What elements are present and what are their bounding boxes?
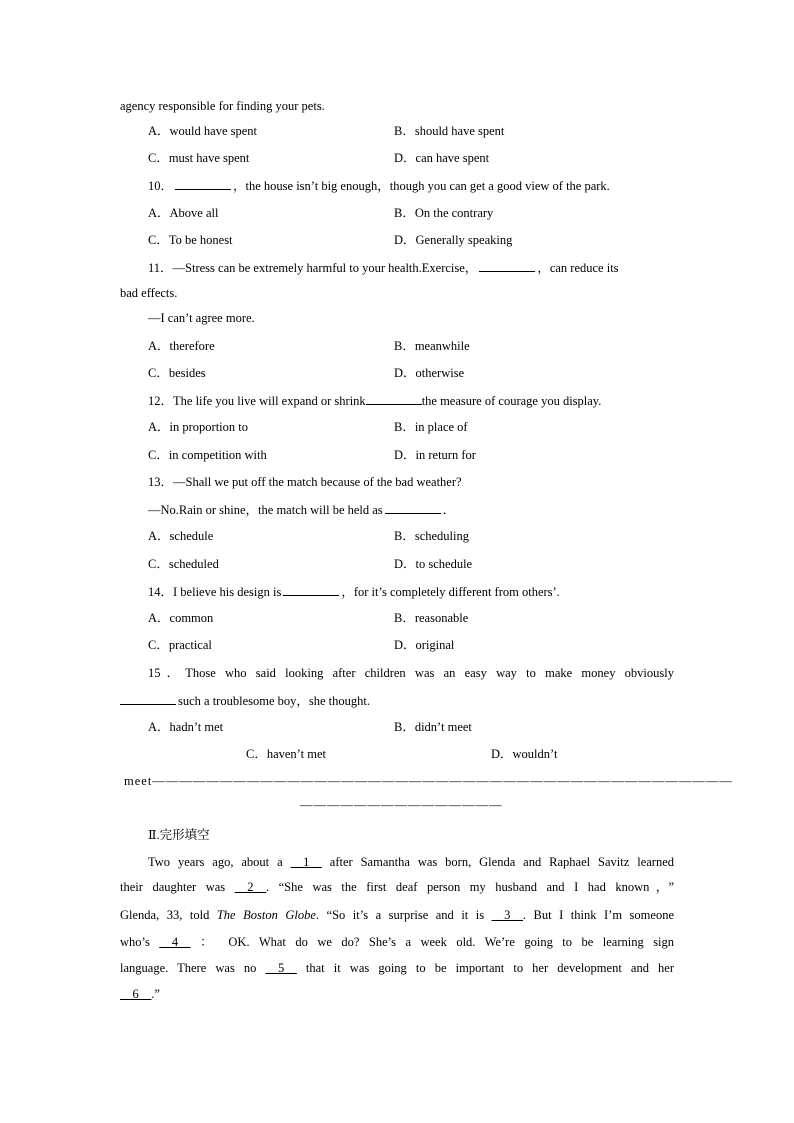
q13-option-c: C．scheduled	[148, 557, 219, 571]
passage-text: Glenda, 33, told	[120, 908, 210, 922]
q14-option-d: D．original	[394, 638, 455, 652]
q15-number: 15．	[148, 666, 186, 680]
cloze-blank-4: __4__	[159, 935, 191, 949]
q10-option-d: D．Generally speaking	[394, 233, 513, 247]
q11-reply: —I can’t agree more.	[148, 311, 255, 325]
section-title: Ⅱ.完形填空	[148, 828, 210, 842]
q11-option-d: D．otherwise	[394, 366, 465, 380]
cloze-blank-5: __5__	[265, 961, 297, 975]
q13-option-b: B．scheduling	[394, 529, 469, 543]
q14-option-a: A．common	[148, 611, 214, 625]
q13-text-2: ．	[442, 503, 456, 517]
q15-stem	[148, 665, 674, 681]
q11-text-1: —Stress can be extremely harmful to your health.Exercise，	[172, 261, 478, 275]
q15-option-c: C．haven’t met	[246, 747, 326, 761]
newspaper-title: The Boston Globe	[216, 908, 316, 922]
q9-option-b: B．should have spent	[394, 124, 505, 138]
q15-option-d-cont-line	[124, 773, 733, 789]
q11-number: 11．	[148, 261, 173, 275]
q14-number: 14．	[148, 585, 174, 599]
q13-text-1: —No.Rain or shine，the match will be held as	[148, 503, 383, 517]
cloze-blank-3: __3__	[491, 908, 523, 922]
q11-option-b: B．meanwhile	[394, 339, 470, 353]
passage-text: . “So it’s a surprise and it is	[315, 908, 485, 922]
q11-stem	[148, 259, 674, 276]
passage-text: .”	[151, 987, 160, 1001]
passage-text: . But I think I’m someone	[522, 908, 674, 922]
q12-text-1: The life you live will expand or shrink	[173, 394, 366, 408]
passage-line-4	[120, 934, 674, 950]
q15-option-b: B．didn’t meet	[394, 720, 472, 734]
q10-option-b: B．On the contrary	[394, 206, 494, 220]
passage-text: after Samantha was born, Glenda and Raphael Savitz learned	[329, 855, 675, 869]
q14-text-2: ，for it’s completely different from others’.	[341, 585, 560, 599]
passage-text: their daughter was	[120, 880, 226, 894]
q14-option-b: B．reasonable	[394, 611, 469, 625]
q14-stem	[148, 583, 560, 600]
passage-line-5	[120, 960, 674, 976]
q13-number: 13．	[148, 475, 174, 489]
q15-text-1: Those who said looking after children was an easy way to make money obviously	[185, 666, 674, 680]
q12-option-d: D．in return for	[394, 448, 476, 462]
answer-blank	[283, 583, 339, 596]
answer-blank	[479, 259, 535, 272]
q10-stem	[148, 177, 610, 194]
q9-continuation: agency responsible for finding your pets.	[120, 99, 325, 113]
q10-option-c: C．To be honest	[148, 233, 233, 247]
q9-option-a: A．would have spent	[148, 124, 258, 138]
q12-text-2: the measure of courage you display.	[421, 394, 602, 408]
q10-text: ，the house isn’t big enough，though you can get a good view of the park.	[233, 179, 610, 193]
q11-text-2: ，can reduce its	[537, 261, 619, 275]
answer-blank	[120, 692, 176, 705]
q14-option-c: C．practical	[148, 638, 212, 652]
cloze-blank-6: __6__	[120, 987, 152, 1001]
passage-line-3	[120, 907, 674, 923]
q13-question: —Shall we put off the match because of the bad weather?	[173, 475, 462, 489]
q15-option-d-continuation: meet	[124, 774, 153, 788]
answer-blank	[175, 177, 231, 190]
q12-option-b: B．in place of	[394, 420, 468, 434]
q15-option-d: D．wouldn’t	[491, 747, 558, 761]
passage-text: who’s	[120, 935, 150, 949]
q14-text-1: I believe his design is	[173, 585, 282, 599]
q13-reply	[148, 501, 455, 518]
passage-text: Two years ago, about a	[148, 855, 283, 869]
passage-text: . “She was the first deaf person my husband and I had known，”	[265, 880, 675, 894]
q15-text-2: such a troublesome boy，she thought.	[178, 694, 370, 708]
separator-line-2: ———————————————	[300, 798, 503, 812]
separator-line: ———————————————————————————————————————————	[152, 774, 733, 788]
passage-line-2	[120, 879, 674, 895]
passage-line-1	[148, 854, 674, 870]
q15-option-a: A．hadn’t met	[148, 720, 224, 734]
q15-continuation	[120, 692, 370, 709]
passage-text: language. There was no	[120, 961, 257, 975]
cloze-blank-2: __2__	[234, 880, 266, 894]
q9-option-d: D．can have spent	[394, 151, 490, 165]
passage-text: ： OK. What do we do? She’s a week old. We’re going to be learning sign	[200, 935, 675, 949]
q9-option-c: C．must have spent	[148, 151, 250, 165]
q12-option-a: A．in proportion to	[148, 420, 248, 434]
q13-option-d: D．to schedule	[394, 557, 473, 571]
passage-line-6	[120, 986, 160, 1002]
answer-blank	[366, 392, 422, 405]
q10-number: 10．	[148, 179, 174, 193]
q12-number: 12．	[148, 394, 174, 408]
q12-stem	[148, 392, 601, 409]
q12-option-c: C．in competition with	[148, 448, 267, 462]
passage-text: that it was going to be important to her development and her	[305, 961, 675, 975]
q13-stem	[148, 474, 462, 490]
q11-continuation: bad effects.	[120, 286, 178, 300]
answer-blank	[385, 501, 441, 514]
q13-option-a: A．schedule	[148, 529, 214, 543]
q11-option-a: A．therefore	[148, 339, 215, 353]
cloze-blank-1: __1__	[290, 855, 322, 869]
q11-option-c: C．besides	[148, 366, 206, 380]
q10-option-a: A．Above all	[148, 206, 219, 220]
